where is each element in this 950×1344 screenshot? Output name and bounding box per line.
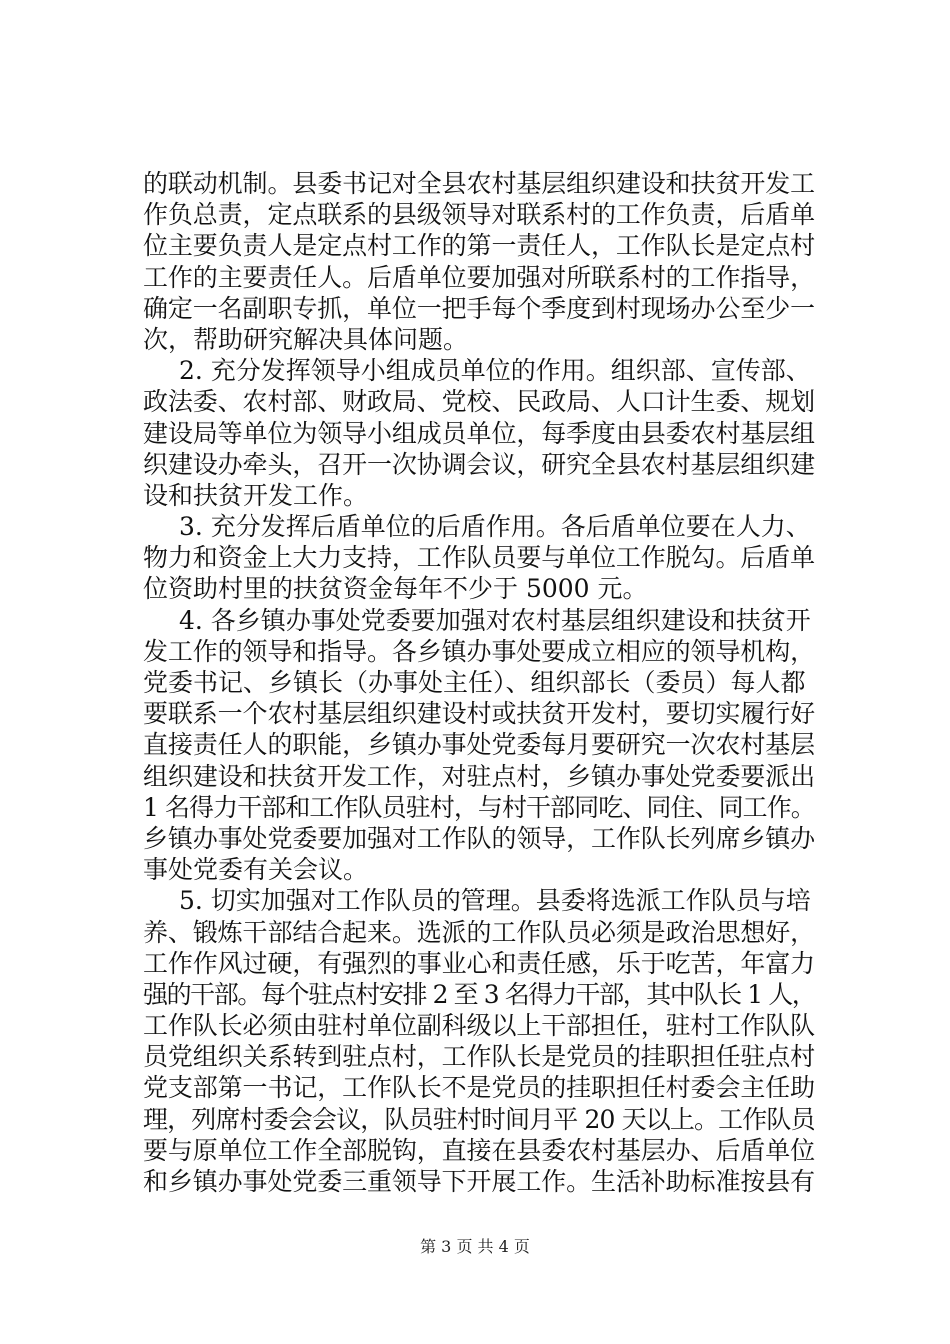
text-line: 直接责任人的职能，乡镇办事处党委每月要研究一次农村基层 <box>143 730 815 760</box>
text-line: 确定一名副职专抓，单位一把手每个季度到村现场办公至少一 <box>143 293 815 323</box>
text-line: 发工作的领导和指导。各乡镇办事处要成立相应的领导机构， <box>143 636 815 666</box>
text-line: 强的干部。每个驻点村安排 2 至 3 名得力干部，其中队长 1 人， <box>143 979 815 1009</box>
text-line: 次，帮助研究解决具体问题。 <box>143 324 469 354</box>
text-line: 建设局等单位为领导小组成员单位，每季度由县委农村基层组 <box>143 418 815 448</box>
text-line: 党支部第一书记，工作队长不是党员的挂职担任村委会主任助 <box>143 1073 815 1103</box>
text-line: 组织建设和扶贫开发工作，对驻点村，乡镇办事处党委要派出 <box>143 761 815 791</box>
text-line: 工作的主要责任人。后盾单位要加强对所联系村的工作指导， <box>143 262 815 292</box>
text-line: 5. 切实加强对工作队员的管理。县委将选派工作队员与培 <box>179 886 811 916</box>
text-line: 位资助村里的扶贫资金每年不少于 5000 元。 <box>143 574 648 604</box>
text-line: 物力和资金上大力支持，工作队员要与单位工作脱勾。后盾单 <box>143 543 815 573</box>
text-line: 要联系一个农村基层组织建设村或扶贫开发村，要切实履行好 <box>143 699 815 729</box>
text-line: 养、锻炼干部结合起来。选派的工作队员必须是政治思想好， <box>143 917 815 947</box>
text-line: 理，列席村委会会议，队员驻村时间月平 20 天以上。工作队员 <box>143 1104 815 1134</box>
page-footer: 第 3 页 共 4 页 <box>420 1237 530 1256</box>
text-line: 要与原单位工作全部脱钩，直接在县委农村基层办、后盾单位 <box>143 1135 815 1165</box>
text-line: 党委书记、乡镇长（办事处主任）、组织部长（委员）每人都 <box>143 668 806 697</box>
text-line: 位主要负责人是定点村工作的第一责任人，工作队长是定点村 <box>143 231 815 261</box>
text-line: 工作队长必须由驻村单位副科级以上干部担任，驻村工作队队 <box>143 1011 815 1041</box>
text-line: 乡镇办事处党委要加强对工作队的领导，工作队长列席乡镇办 <box>143 823 815 853</box>
document-body <box>143 168 815 1197</box>
text-line: 和乡镇办事处党委三重领导下开展工作。生活补助标准按县有 <box>143 1167 815 1196</box>
text-line: 事处党委有关会议。 <box>143 855 369 885</box>
text-line: 1 名得力干部和工作队员驻村，与村干部同吃、同住、同工作。 <box>143 792 815 822</box>
text-line: 设和扶贫开发工作。 <box>143 480 369 510</box>
text-line: 2. 充分发挥领导小组成员单位的作用。组织部、宣传部、 <box>179 356 811 386</box>
text-line: 工作作风过硬，有强烈的事业心和责任感，乐于吃苦，年富力 <box>143 948 815 978</box>
text-line: 4. 各乡镇办事处党委要加强对农村基层组织建设和扶贫开 <box>179 605 811 635</box>
text-line: 的联动机制。县委书记对全县农村基层组织建设和扶贫开发工 <box>143 169 815 198</box>
text-line: 作负总责，定点联系的县级领导对联系村的工作负责，后盾单 <box>143 200 815 230</box>
text-line: 员党组织关系转到驻点村，工作队长是党员的挂职担任驻点村 <box>143 1042 815 1072</box>
text-line: 织建设办牵头，召开一次协调会议，研究全县农村基层组织建 <box>143 449 815 479</box>
text-line: 3. 充分发挥后盾单位的后盾作用。各后盾单位要在人力、 <box>179 512 811 542</box>
text-line: 政法委、农村部、财政局、党校、民政局、人口计生委、规划 <box>143 387 815 417</box>
